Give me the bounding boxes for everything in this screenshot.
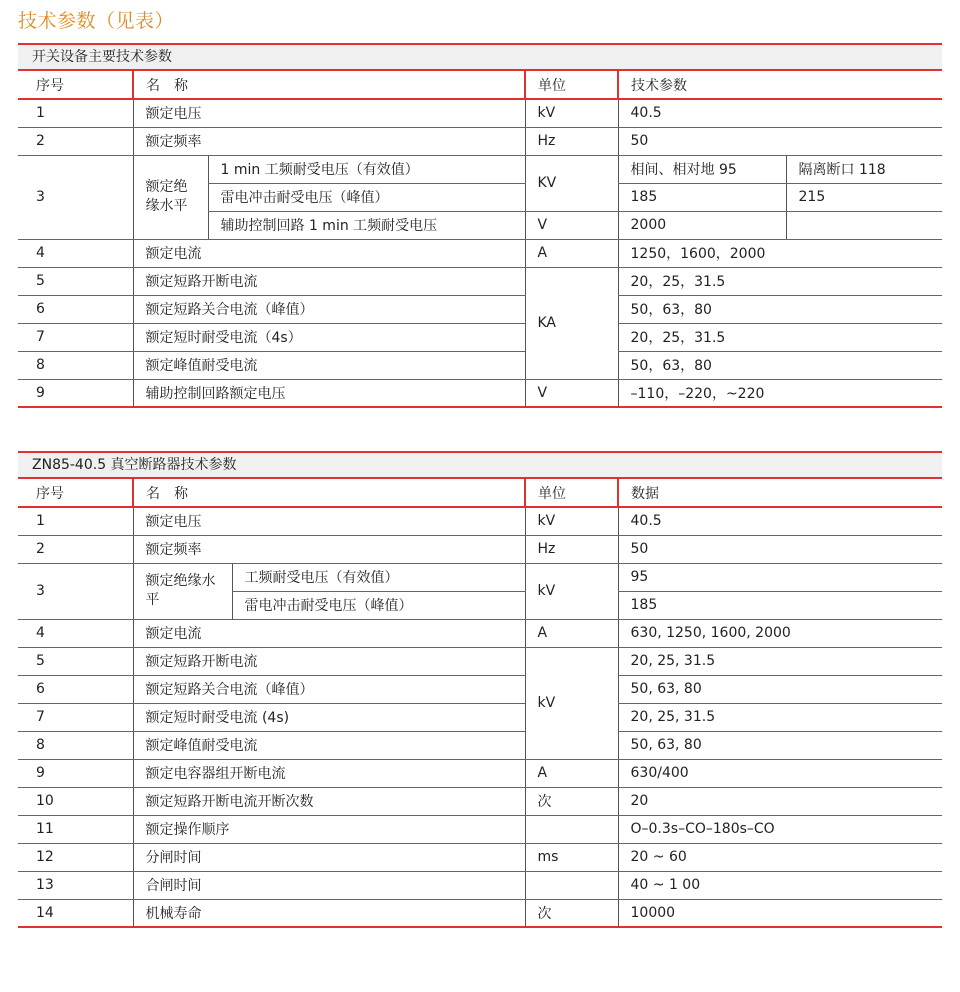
row-unit: Hz <box>525 535 618 563</box>
row-name: 额定电容器组开断电流 <box>133 759 525 787</box>
row-value: 630/400 <box>618 759 942 787</box>
row-unit: ms <box>525 843 618 871</box>
row-name: 额定频率 <box>133 535 525 563</box>
row-value: 相间、相对地 95 <box>618 155 786 183</box>
table-row <box>18 351 942 379</box>
row-no: 2 <box>18 127 133 155</box>
table-row <box>18 239 942 267</box>
table-row <box>18 899 942 927</box>
breaker-spec-table <box>18 451 942 928</box>
row-no: 7 <box>18 703 133 731</box>
row-unit: V <box>525 379 618 407</box>
row-name: 辅助控制回路额定电压 <box>133 379 525 407</box>
table-row <box>18 619 942 647</box>
row-no: 11 <box>18 815 133 843</box>
row-name: 额定电流 <box>133 239 525 267</box>
row-name: 分闸时间 <box>133 843 525 871</box>
row-value: 50, 63, 80 <box>618 731 942 759</box>
row-name: 合闸时间 <box>133 871 525 899</box>
row-no: 1 <box>18 99 133 127</box>
table-row <box>18 787 942 815</box>
table-row <box>18 871 942 899</box>
row-value: 20，25，31.5 <box>618 267 942 295</box>
row-value: 185 <box>618 591 942 619</box>
row-no: 14 <box>18 899 133 927</box>
row-name: 额定短路关合电流（峰值） <box>133 675 525 703</box>
row-unit: A <box>525 759 618 787</box>
row-value: 1250，1600，2000 <box>618 239 942 267</box>
table-row <box>18 323 942 351</box>
table-row <box>18 379 942 407</box>
row-no: 9 <box>18 759 133 787</box>
row-unit <box>525 871 618 899</box>
row-value: 20, 25, 31.5 <box>618 703 942 731</box>
row-value-2: 215 <box>786 183 942 211</box>
row-value: 20, 25, 31.5 <box>618 647 942 675</box>
table-row <box>18 703 942 731</box>
row-unit: kV <box>525 507 618 535</box>
row-no: 3 <box>18 563 133 619</box>
row-subname: 1 min 工频耐受电压（有效值） <box>208 155 525 183</box>
table-title: ZN85-40.5 真空断路器技术参数 <box>18 451 942 479</box>
row-no: 4 <box>18 619 133 647</box>
table-row <box>18 647 942 675</box>
row-unit: kV <box>525 99 618 127</box>
row-no: 5 <box>18 647 133 675</box>
row-value: 50，63，80 <box>618 295 942 323</box>
row-value: 95 <box>618 563 942 591</box>
row-value: 50 <box>618 127 942 155</box>
row-name: 额定短路关合电流（峰值） <box>133 295 525 323</box>
row-value: 10000 <box>618 899 942 927</box>
row-no: 12 <box>18 843 133 871</box>
row-name: 额定峰值耐受电流 <box>133 351 525 379</box>
row-value: 185 <box>618 183 786 211</box>
row-unit: 次 <box>525 899 618 927</box>
row-unit: kV <box>525 647 618 759</box>
row-value: 2000 <box>618 211 786 239</box>
header-value: 技术参数 <box>618 71 942 99</box>
table-row <box>18 843 942 871</box>
header-no: 序号 <box>18 479 133 507</box>
table-row <box>18 507 942 535</box>
row-no: 8 <box>18 351 133 379</box>
row-unit: V <box>525 211 618 239</box>
row-subname: 雷电冲击耐受电压（峰值） <box>208 183 525 211</box>
row-value: 40.5 <box>618 99 942 127</box>
row-no: 10 <box>18 787 133 815</box>
row-unit: Hz <box>525 127 618 155</box>
row-name: 额定峰值耐受电流 <box>133 731 525 759</box>
table-header-row <box>18 71 942 99</box>
page-title: 技术参数（见表） <box>18 10 175 32</box>
table-row <box>18 267 942 295</box>
row-unit: KV <box>525 155 618 211</box>
row-name: 额定短时耐受电流（4s） <box>133 323 525 351</box>
row-no: 6 <box>18 295 133 323</box>
header-unit: 单位 <box>525 71 618 99</box>
row-unit: kV <box>525 563 618 619</box>
row-value: 40 ~ 1 00 <box>618 871 942 899</box>
row-value: 50，63，80 <box>618 351 942 379</box>
header-no: 序号 <box>18 71 133 99</box>
row-unit <box>525 815 618 843</box>
row-name: 额定频率 <box>133 127 525 155</box>
row-name: 额定绝缘水平 <box>133 155 208 239</box>
table-row <box>18 155 942 183</box>
table-row <box>18 731 942 759</box>
row-value-2: 隔离断口 118 <box>786 155 942 183</box>
row-value-2-empty <box>786 211 942 239</box>
row-name: 机械寿命 <box>133 899 525 927</box>
header-name: 名 称 <box>133 71 525 99</box>
table-row <box>18 535 942 563</box>
row-name: 额定短时耐受电流 (4s) <box>133 703 525 731</box>
row-no: 4 <box>18 239 133 267</box>
table-header-row <box>18 479 942 507</box>
table-title: 开关设备主要技术参数 <box>18 43 942 71</box>
row-value: 50, 63, 80 <box>618 675 942 703</box>
row-value: 50 <box>618 535 942 563</box>
row-value: O–0.3s–CO–180s–CO <box>618 815 942 843</box>
table-row <box>18 99 942 127</box>
row-no: 1 <box>18 507 133 535</box>
row-no: 6 <box>18 675 133 703</box>
table-row <box>18 127 942 155</box>
header-name: 名 称 <box>133 479 525 507</box>
header-value: 数据 <box>618 479 942 507</box>
row-name: 额定电压 <box>133 99 525 127</box>
table-row <box>18 563 942 591</box>
row-no: 2 <box>18 535 133 563</box>
row-no: 13 <box>18 871 133 899</box>
row-name: 额定短路开断电流开断次数 <box>133 787 525 815</box>
row-value: 630, 1250, 1600, 2000 <box>618 619 942 647</box>
row-value: 20，25，31.5 <box>618 323 942 351</box>
row-subname: 工频耐受电压（有效值） <box>232 563 525 591</box>
row-name: 额定绝缘水平 <box>133 563 232 619</box>
row-value: 20 <box>618 787 942 815</box>
switchgear-spec-table <box>18 43 942 408</box>
row-no: 7 <box>18 323 133 351</box>
table-row <box>18 815 942 843</box>
row-unit: 次 <box>525 787 618 815</box>
row-name: 额定短路开断电流 <box>133 647 525 675</box>
row-no: 8 <box>18 731 133 759</box>
row-value: 20 ~ 60 <box>618 843 942 871</box>
row-name: 额定电压 <box>133 507 525 535</box>
row-name: 额定短路开断电流 <box>133 267 525 295</box>
row-value: 40.5 <box>618 507 942 535</box>
row-no: 5 <box>18 267 133 295</box>
row-no: 3 <box>18 155 133 239</box>
table-row <box>18 759 942 787</box>
row-unit: A <box>525 239 618 267</box>
row-name: 额定操作顺序 <box>133 815 525 843</box>
row-subname: 辅助控制回路 1 min 工频耐受电压 <box>208 211 525 239</box>
header-unit: 单位 <box>525 479 618 507</box>
table-row <box>18 675 942 703</box>
row-subname: 雷电冲击耐受电压（峰值） <box>232 591 525 619</box>
row-unit: A <box>525 619 618 647</box>
row-no: 9 <box>18 379 133 407</box>
row-name: 额定电流 <box>133 619 525 647</box>
table-row <box>18 295 942 323</box>
row-unit: KA <box>525 267 618 379</box>
row-value: –110，–220，~220 <box>618 379 942 407</box>
